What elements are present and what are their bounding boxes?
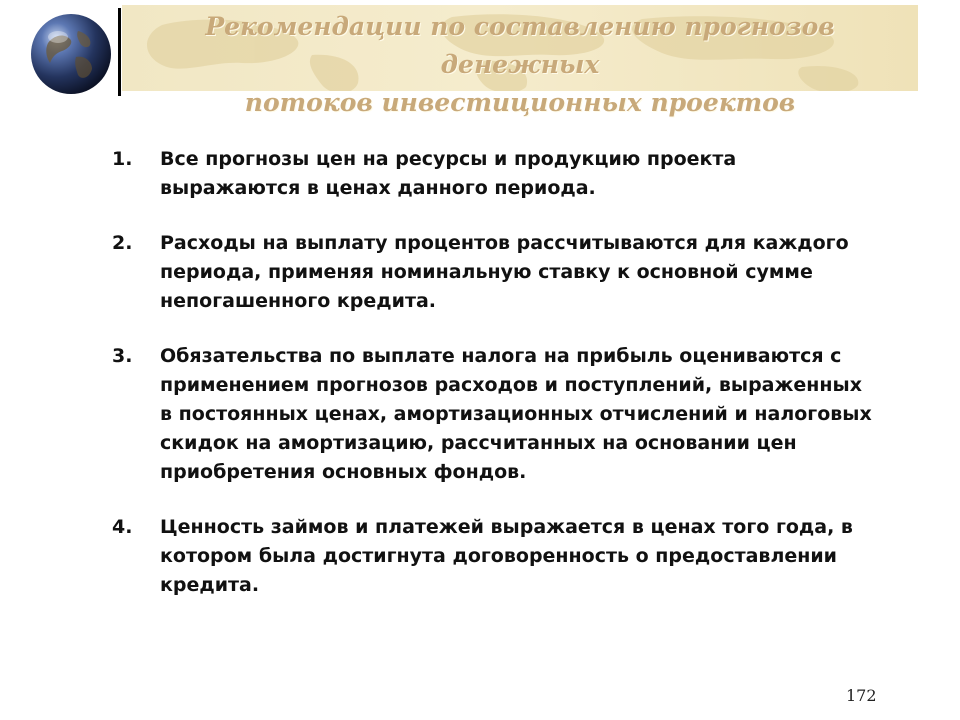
title-line-1: Рекомендации по составлению прогнозов денежных [205,12,835,79]
list-item [112,513,872,600]
page-title [122,8,918,122]
title-line-2: потоков инвестиционных проектов [244,88,796,117]
item-number: 2. [112,232,133,254]
item-number: 3. [112,345,133,367]
header-divider [118,8,121,96]
recommendations-list [112,145,872,626]
list-item [112,342,872,487]
list-item [112,145,872,203]
item-text: Обязательства по выплате налога на прибыль оцениваются с применением прогнозов расходов и поступлений, выраженных в постоянных ценах, амортизационных отчислений и налоговых скидок на амортизацию, рассчитанных на основании цен приобретения основных фондов. [160,345,872,483]
globe-icon [30,13,112,95]
item-number: 4. [112,516,133,538]
list-item [112,229,872,316]
item-text: Расходы на выплату процентов рассчитываются для каждого периода, применяя номинальную ставку к основной сумме непогашенного кредита. [160,232,849,312]
item-text: Все прогнозы цен на ресурсы и продукцию проекта выражаются в ценах данного периода. [160,148,737,199]
item-number: 1. [112,148,133,170]
page-number: 172 [846,686,877,705]
item-text: Ценность займов и платежей выражается в ценах того года, в котором была достигнута договоренность о предоставлении кредита. [160,516,853,596]
